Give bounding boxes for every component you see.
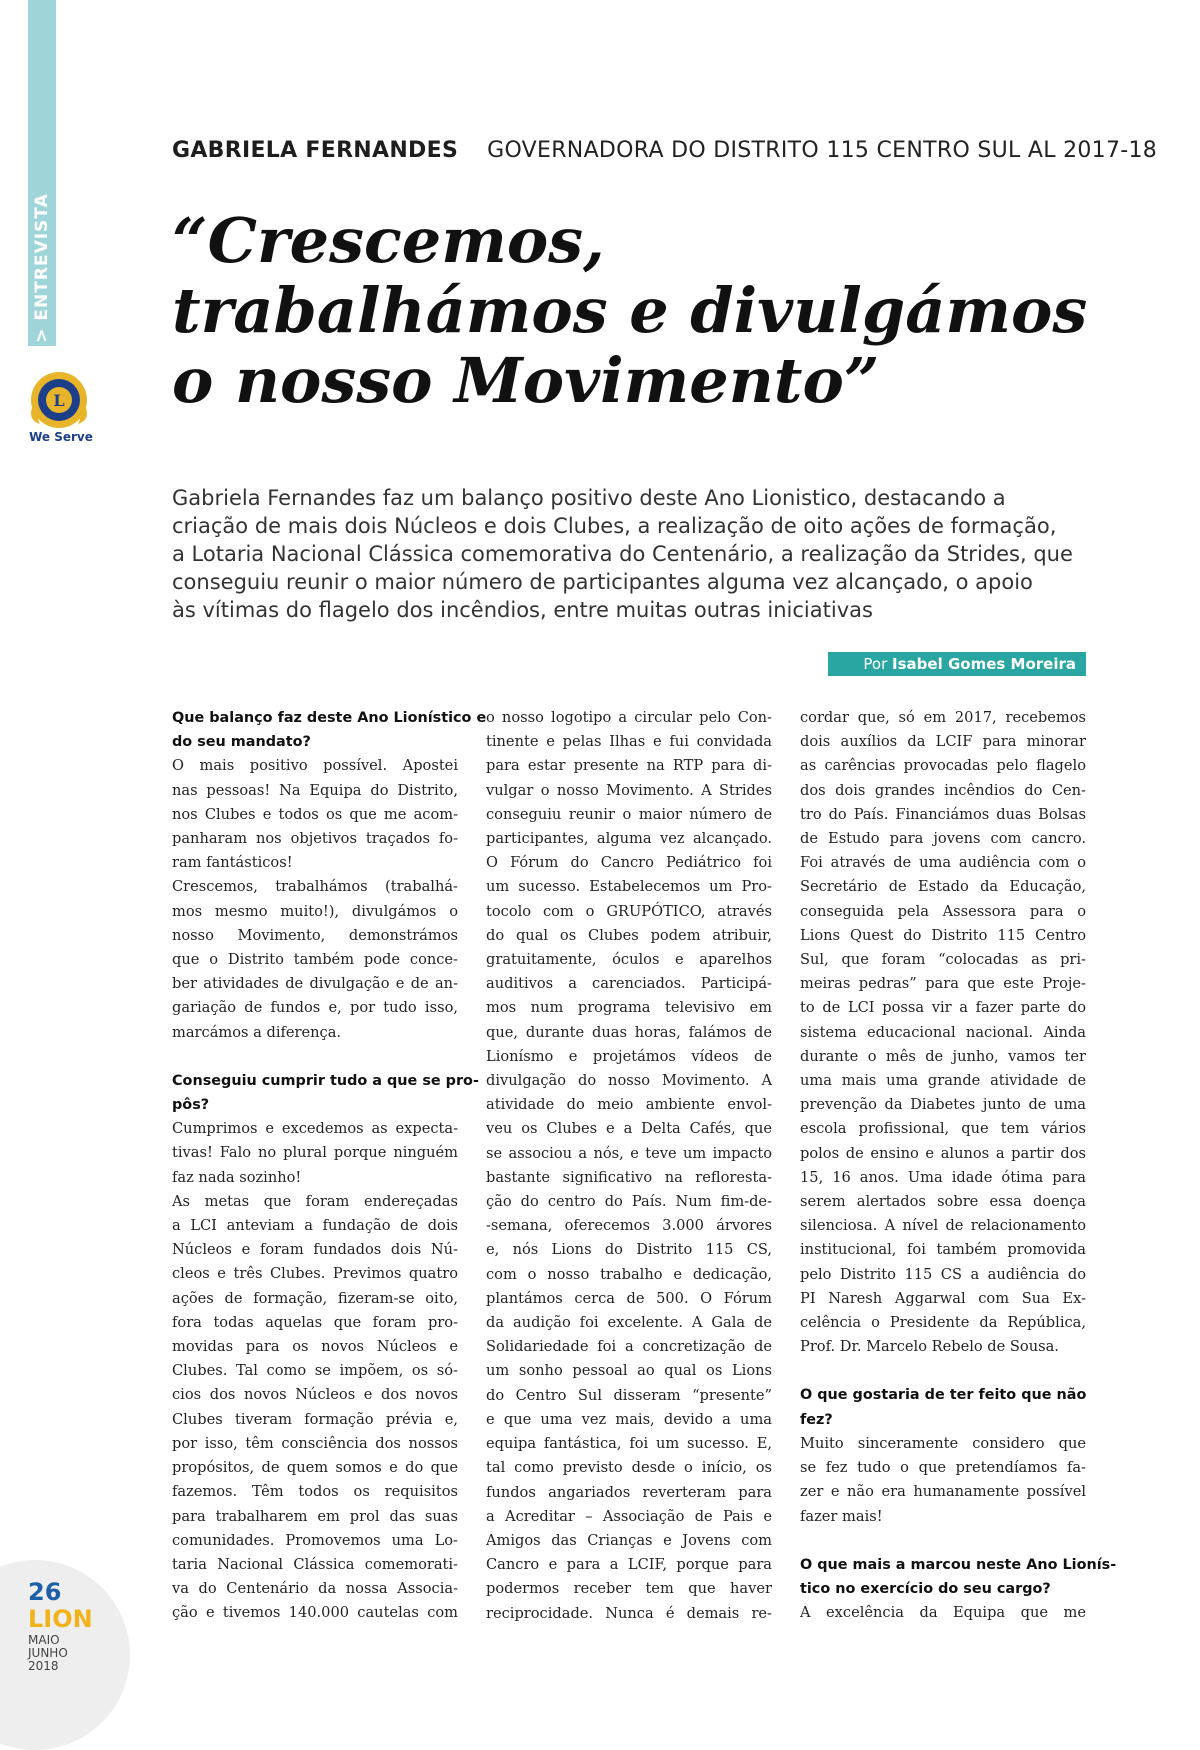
article-lead: Gabriela Fernandes faz um balanço positivo deste Ano Lionistico, destacando a criação de mais dois Núcleos e dois Clubes, a realização de oito ações de formação, a Lotaria Nacional Clássica comemorativa do Centenário, a realização da Strides, que conseguiu reunir o maior número de participantes alguma vez alcançado, o apoio às vítimas do flagelo dos incêndios, entre muitas outras iniciativas (172, 486, 1073, 622)
interviewee-role: GOVERNADORA DO DISTRITO 115 CENTRO SUL AL 2017-18 (487, 138, 1158, 163)
magazine-name: LION (28, 1605, 93, 1633)
logo-tagline: We Serve (29, 430, 93, 444)
body-column-1 (172, 706, 487, 1626)
section-label: > ENTREVISTA (32, 193, 52, 343)
question-heading: tico no exercício do seu cargo? (800, 1580, 1051, 1597)
page-number: 26 (28, 1578, 62, 1606)
answer-paragraph: o nosso logotipo a circular pelo Con- tinente e pelas Ilhas e fui convidada para estar presente na RTP para di- vulgar o nosso Movimento. A Strides conseguiu reunir o maior número de participantes, alguma vez alcançado. O Fórum do Cancro Pediátrico foi um sucesso. Estabelecemos um Pro- tocolo com o GRUPÓTICO, através do qual os Clubes podem atribuir, gratuitamente, óculos e aparelhos auditivos a carenciados. Participá- mos num programa televisivo em que, durante duas horas, falámos de Lionísmo e projetámos vídeos de divulgação do nosso Movimento. A atividade do meio ambiente envol- veu os Clubes e a Delta Cafés, que se associou a nós, e teve um impacto bastante significativo na refloresta- ção do centro do País. Num fim-de- -semana, oferecemos 3.000 árvores e, nós Lions do Distrito 115 CS, com o nosso trabalho e dedicação, plantámos cerca de 500. O Fórum da audição foi excelente. A Gala de Solidariedade foi a concretização de um sonho pessoal ao qual os Lions do Centro Sul disseram “presente” e que uma vez mais, devido a uma equipa fantástica, foi um sucesso. E, tal como previsto desde o início, os fundos angariados reverteram para a Acreditar – Associação de Pais e Amigos das Crianças e Jovens com Cancro e para a LCIF, porque para podermos receber tem que haver reciprocidade. Nunca é demais re- (486, 709, 772, 1622)
answer-paragraph: cordar que, só em 2017, recebemos dois auxílios da LCIF para minorar as carências provocadas pelo flagelo dos dois grandes incêndios do Cen- tro do País. Financiámos duas Bolsas de Estudo para jovens com cancro. Foi através de uma audiência com o Secretário de Estado da Educação, conseguida pela Assessora para o Lions Quest do Distrito 115 Centro Sul, que foram “colocadas as pri- meiras pedras” para que este Proje- to de LCI possa vir a fazer parte do sistema educacional nacional. Ainda durante o mês de junho, vamos ter uma mais uma grande atividade de prevenção da Diabetes junto de uma escola profissional, que tem vários polos de ensino e alunos a partir dos 15, 16 anos. Uma idade ótima para serem alertados sobre essa doença silenciosa. A nível de relacionamento institucional, foi também promovida pelo Distrito 115 CS a audiência do PI Naresh Aggarwal com Sua Ex- celência o Presidente da República, Prof. Dr. Marcelo Rebelo de Sousa. (800, 709, 1086, 1356)
question-heading: fez? (800, 1411, 833, 1428)
question-heading: O que mais a marcou neste Ano Lionís- (800, 1556, 1117, 1573)
question-heading: Conseguiu cumprir tudo a que se pro- (172, 1072, 479, 1089)
answer-paragraph: A excelência da Equipa que me (800, 1604, 1086, 1622)
answer-paragraph: Cumprimos e excedemos as expecta- tivas! Falo no plural porque ninguém faz nada sozinho! As metas que foram endereçadas a LCI anteviam a fundação de dois Núcleos e foram fundados dois Nú- cleos e três Clubes. Previmos quatro ações de formação, fizeram-se oito, fora todas aquelas que foram pro- movidas para os novos Núcleos e Clubes. Tal como se impõem, os só- cios dos novos Núcleos e dos novos Clubes tiveram formação prévia e, por isso, têm consciência dos nossos propósitos, de quem somos e do que fazemos. Têm todos os requisitos para trabalharem em prol das suas comunidades. Promovemos uma Lo- taria Nacional Clássica comemorati- va do Centenário da nossa Associa- ção e tivemos 140.000 cautelas com (172, 1120, 458, 1622)
question-heading: Que balanço faz deste Ano Lionístico e (172, 710, 487, 726)
question-heading: do seu mandato? (172, 734, 311, 751)
body-column-3 (800, 706, 1117, 1625)
question-heading: O que gostaria de ter feito que não (800, 1387, 1087, 1404)
interviewee-name: GABRIELA FERNANDES (172, 138, 459, 163)
body-column-2 (486, 706, 772, 1626)
article-headline: “Crescemos, trabalhámos e divulgámos o nosso Movimento” (172, 204, 1088, 417)
lions-emblem-icon (26, 370, 92, 434)
question-heading: pôs? (172, 1097, 210, 1114)
author-byline: Por Isabel Gomes Moreira (828, 652, 1086, 676)
answer-paragraph: O mais positivo possível. Apostei nas pessoas! Na Equipa do Distrito, nos Clubes e todos os que me acom- panharam nos objetivos traçados fo- ram fantásticos! Crescemos, trabalhámos (trabalhá- mos mesmo muito!), divulgámos o nosso Movimento, demonstrámos que o Distrito também pode conce- ber atividades de divulgação e de an- gariação de fundos e, por tudo isso, marcámos a diferença. (172, 757, 458, 1041)
answer-paragraph: Muito sinceramente considero que se fez tudo o que pretendíamos fa- zer e não era humanamente possível fazer mais! (800, 1434, 1086, 1525)
issue-date: MAIO JUNHO 2018 (28, 1633, 68, 1673)
interview-kicker (172, 138, 1172, 163)
svg-text:L: L (53, 391, 65, 410)
